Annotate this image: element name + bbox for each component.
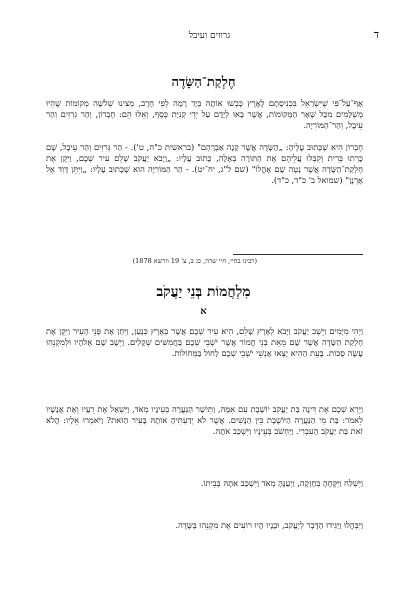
page-header bbox=[40, 30, 379, 44]
footnote-divider bbox=[233, 254, 363, 255]
paragraph: וַיְהִי מִיָּמִים וַיֵּשֶׁב יַעֲקֹב וַיָּבֹא לְאֶרֶץ שָׁלֵם, הִיא עִיר שְׁכֶם אֲשֶׁר בְּאֶרֶץ כְּנָעַן, וַיִּחַן אֶת פְּנֵי הָעִיר וַיִּקֶן אֶת חֶלְקַת הַשָּׂדֶה אֲשֶׁר שָׁם מֵאֵת בְּנֵי חֲמוֹר אֲשֶׁר יֹשְׁבֵי שְׁכֶם בַּחֲמִשִּׁים שְׁקָלִים. וַיֵּשֶׁב שָׁם אֶלֹהָיו וּלְמִקְנֵהוּ עָשָׂה סֻכּוֹת. בָּעֵת הַהִיא יָצְאוּ אַנְשֵׁי יֹשְׁבֵי שְׁכֶם לָחוֹל בַּמְּחוֹלוֹת. bbox=[46, 326, 363, 358]
paragraph: חֶבְרוֹן הִיא שֶׁכָּתוּב עָלֶיהָ: „הַשָּׂדֶה אֲשֶׁר קָנָה אַבְרָהָם" (בראשית כ"ה, ט'). - הַר גְּרִזִּים וְהַר עֵיבָל, שָׁם כָּרְתוּ בְּרִית וְקִבְּלוּ עֲלֵיהֶם אֶת הַתּוֹרָה בְּאָלָה, כָּתוּב עָלָיו: „וַיָּבֹא יַעֲקֹב שָׁלֵם עִיר שְׁכֶם, וַיִּקֶן אֶת חֶלְקַת־הַשָּׂדֶה אֲשֶׁר נָטָה שָׁם אָהֳלוֹ" (שם ל"ג, יח־יט). - הַר הַמּוֹרִיָּה הוּא שֶׁכָּתוּב עָלָיו: „וַיִּתֵּן דָּוִד אֶל אָרְנָן" (שמואל ב' כ"ד, כ"ד). bbox=[46, 142, 363, 185]
footnote: (רבינו בחיי, חיי שרה, כג ב, צ' 19 וורשא 1878) bbox=[132, 257, 257, 265]
section-title: חֶלְקַת־הַשָּׂדֶה bbox=[171, 75, 236, 90]
paragraph: וַיִּבְּהֲלוּ וַיַּגִּידוּ הַדָּבָר לְיַעֲקֹב, וּבָנָיו הָיוּ רוֹעִים אֶת מִקְנֵהוּ בַּשָּׂדֶה. bbox=[175, 520, 363, 530]
page-number: ד bbox=[373, 28, 379, 41]
paragraph: אַף־עַל־פִּי שֶׁיִּשְׂרָאֵל בִּכְנִיסָתָם לָאָרֶץ כָּבְשׁוּ אוֹתָהּ בְּיָד רָמָה לְפִי חֶרֶב, מְצִינוּ שְׁלֹשָׁה מְקוֹמוֹת שֶׁהֵיוּ מֻשְׁלָּמִים מִכָּל שְׁאָר הַמְּקוֹמוֹת, אֲשֶׁר בָּאוּ לְיָדָם עַל יְדֵי קְנִיַּת כֶּסֶף, וְאֵלּוּ הֵם: חֶבְרוֹן, וְהַר גְּרִזִּים וְהַר עֵיבָל, וְהַר־הַמּוֹרִיָּה. bbox=[46, 98, 363, 130]
section-number: א bbox=[200, 306, 207, 317]
running-title: גרוזים ועיבל bbox=[188, 31, 231, 41]
chapter-title: מִלְחֲמוֹת בְּנֵי יַעֲקֹב bbox=[156, 284, 251, 300]
paragraph: וַיִּשְׁלַח וַיִּקָּחֶהָ בְּחָזְקָה, וַיְעַנֶּהָ מְאֹד וַיִּשְׁכַּב אֹתָהּ בְּבֵיתוֹ. bbox=[200, 478, 363, 488]
paragraph: וַיֵּרְא שְׁכֶם אֶת דִּינָה בַּת יַעֲקֹב יוֹשֶׁבֶת עִם אִמָּהּ, וַתִּישַׁר הַנַּעֲרָה בְּעֵינָיו מְאֹד, וַיִּשְׁאַל אֶת רֵעָיו וְאֶת אֲנָשָׁיו לֵאמֹר: בַּת מִי הַנַּעֲרָה הַיּוֹשֶׁבֶת בֵּין הַנָּשִׁים. אֲשֶׁר לֹא יְדַעְתִּיהָ אוֹתָהּ בָּעִיר הַזֹּאת? וַיֹּאמְרוּ אֵלָיו: הֲלֹא זֹאת בַּת יַעֲקֹב הָעִבְרִי. וַיַּחְשֹׁב בְּעֵינָיו וַיִּשְׁכַּב אֹתָהּ. bbox=[46, 404, 363, 436]
